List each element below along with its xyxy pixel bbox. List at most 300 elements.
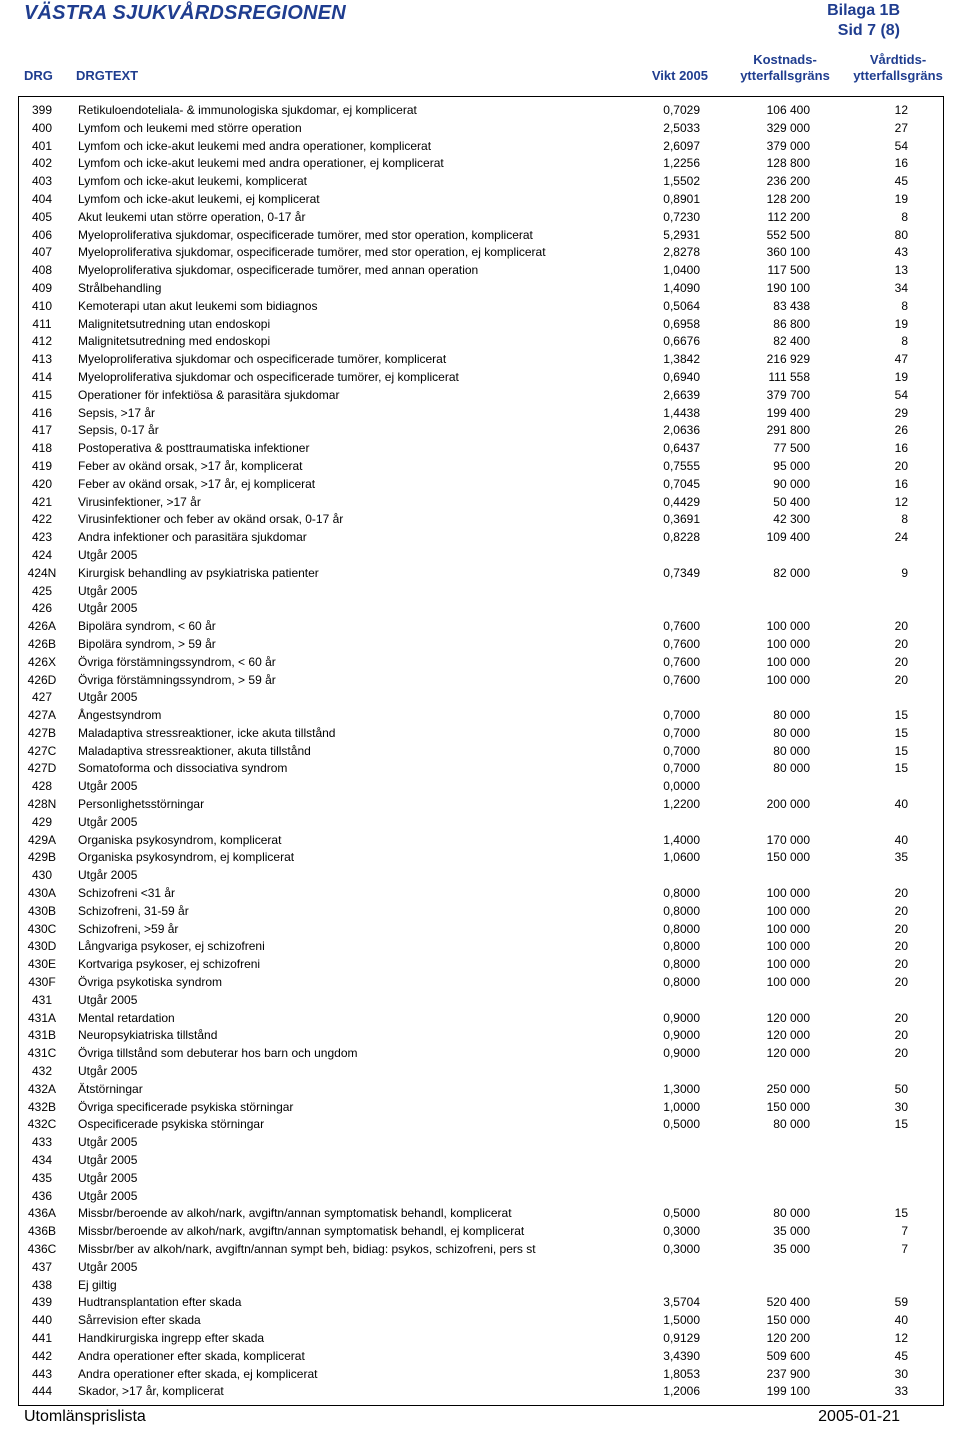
- weight-cell: 0,3000: [663, 1224, 700, 1239]
- stay-outlier-cell: 34: [894, 280, 908, 295]
- table-row: [0, 618, 960, 636]
- stay-outlier-cell: 20: [894, 921, 908, 936]
- weight-cell: 0,7349: [663, 565, 700, 580]
- table-row: [0, 440, 960, 458]
- weight-cell: 1,8053: [663, 1366, 700, 1381]
- weight-cell: 0,7230: [663, 209, 700, 224]
- stay-outlier-cell: 20: [894, 1028, 908, 1043]
- weight-cell: 0,7029: [663, 103, 700, 117]
- table-row: [0, 333, 960, 351]
- weight-cell: 0,8000: [663, 886, 700, 901]
- table-row: [0, 1099, 960, 1117]
- table-row: [0, 814, 960, 832]
- stay-outlier-cell: 13: [894, 263, 908, 278]
- table-row: [0, 1223, 960, 1241]
- drg-code-cell: 401: [31, 138, 53, 153]
- cost-outlier-cell: 100 000: [766, 672, 810, 687]
- weight-cell: 0,9000: [663, 1028, 700, 1043]
- table-row: [0, 316, 960, 334]
- table-row: [0, 209, 960, 227]
- drg-text-cell: Utgår 2005: [78, 1064, 138, 1079]
- weight-cell: 2,5033: [663, 120, 700, 135]
- drg-code-cell: 417: [31, 423, 53, 438]
- cost-outlier-cell: 35 000: [773, 1224, 810, 1239]
- weight-cell: 0,8000: [663, 975, 700, 990]
- stay-outlier-cell: 20: [894, 1010, 908, 1025]
- table-row: [0, 511, 960, 529]
- cost-outlier-cell: 35 000: [773, 1242, 810, 1256]
- weight-cell: 1,4438: [663, 405, 700, 420]
- cost-outlier-cell: 100 000: [766, 975, 810, 990]
- drg-text-cell: Handkirurgiska ingrepp efter skada: [78, 1330, 265, 1345]
- drg-code-cell: 439: [31, 1295, 53, 1310]
- weight-cell: 0,7600: [663, 672, 700, 687]
- cost-outlier-cell: 42 300: [773, 512, 810, 527]
- drg-code-cell: 405: [31, 209, 53, 224]
- drg-text-cell: Övriga specificerade psykiska störningar: [78, 1099, 294, 1114]
- cost-outlier-cell: 128 800: [766, 156, 810, 171]
- drg-text-cell: Virusinfektioner, >17 år: [78, 494, 201, 509]
- drg-code-cell: 432: [31, 1064, 53, 1079]
- weight-cell: 1,2006: [663, 1384, 700, 1399]
- cost-outlier-cell: 120 000: [766, 1046, 810, 1061]
- table-row: [0, 1063, 960, 1081]
- weight-cell: 0,6437: [663, 441, 700, 456]
- drg-code-cell: 427: [31, 690, 53, 705]
- table-row: [0, 796, 960, 814]
- drg-table: [0, 102, 960, 1401]
- cost-outlier-cell: 80 000: [773, 1206, 810, 1221]
- weight-cell: 2,6639: [663, 387, 700, 402]
- drg-code-cell: 441: [31, 1330, 53, 1345]
- drg-code-cell: 431A: [27, 1010, 57, 1025]
- table-row: [0, 405, 960, 423]
- cost-outlier-cell: 109 400: [766, 530, 810, 545]
- table-row: [0, 1294, 960, 1312]
- drg-text-cell: Sårrevision efter skada: [78, 1313, 201, 1328]
- drg-text-cell: Andra operationer efter skada, ej komplicerat: [78, 1366, 318, 1381]
- drg-code-cell: 431C: [27, 1046, 57, 1061]
- table-row: [0, 1134, 960, 1152]
- drg-text-cell: Utgår 2005: [78, 814, 138, 829]
- drg-text-cell: Utgår 2005: [78, 1259, 138, 1274]
- stay-outlier-cell: 19: [894, 316, 908, 331]
- table-row: [0, 636, 960, 654]
- drg-text-cell: Andra infektioner och parasitära sjukdomar: [78, 530, 307, 545]
- drg-text-cell: Malignitetsutredning utan endoskopi: [78, 316, 271, 331]
- drg-text-cell: Myeloproliferativa sjukdomar, ospecificerade tumörer, med stor operation, komplicerat: [78, 227, 533, 242]
- table-row: [0, 992, 960, 1010]
- column-header-drg: DRG: [24, 68, 53, 83]
- drg-code-cell: 440: [31, 1313, 53, 1328]
- stay-outlier-cell: 19: [894, 369, 908, 384]
- table-row: [0, 458, 960, 476]
- cost-outlier-cell: 236 200: [766, 174, 810, 189]
- cost-outlier-cell: 128 200: [766, 191, 810, 206]
- cost-outlier-cell: 199 100: [766, 1384, 810, 1399]
- table-row: [0, 1277, 960, 1295]
- table-row: [0, 672, 960, 690]
- drg-code-cell: 427A: [27, 708, 57, 723]
- weight-cell: 0,8901: [663, 191, 700, 206]
- drg-text-cell: Lymfom och icke-akut leukemi med andra operationer, ej komplicerat: [78, 156, 444, 171]
- table-row: [0, 707, 960, 725]
- stay-outlier-cell: 20: [894, 939, 908, 954]
- cost-outlier-cell: 117 500: [767, 263, 810, 278]
- weight-cell: 1,5502: [663, 174, 700, 189]
- drg-text-cell: Utgår 2005: [78, 779, 138, 794]
- drg-code-cell: 402: [31, 156, 53, 171]
- drg-text-cell: Utgår 2005: [78, 1135, 138, 1150]
- table-row: [0, 1081, 960, 1099]
- cost-outlier-cell: 190 100: [766, 280, 810, 295]
- cost-outlier-cell: 379 700: [766, 387, 810, 402]
- drg-code-cell: 426A: [27, 619, 57, 634]
- drg-code-cell: 420: [31, 476, 53, 491]
- cost-outlier-cell: 83 438: [773, 298, 810, 313]
- table-row: [0, 102, 960, 120]
- table-row: [0, 921, 960, 939]
- table-row: [0, 689, 960, 707]
- cost-outlier-cell: 237 900: [766, 1366, 810, 1381]
- weight-cell: 1,0600: [663, 850, 700, 865]
- cost-outlier-cell: 199 400: [766, 405, 810, 420]
- table-row: [0, 938, 960, 956]
- drg-code-cell: 411: [32, 316, 52, 331]
- cost-outlier-cell: 100 000: [766, 619, 810, 634]
- drg-text-cell: Neuropsykiatriska tillstånd: [78, 1028, 218, 1043]
- table-row: [0, 565, 960, 583]
- cost-outlier-cell: 50 400: [773, 494, 810, 509]
- drg-code-cell: 416: [31, 405, 53, 420]
- cost-outlier-cell: 95 000: [773, 458, 810, 473]
- drg-text-cell: Utgår 2005: [78, 1153, 138, 1168]
- cost-outlier-cell: 250 000: [766, 1081, 810, 1096]
- drg-code-cell: 426B: [27, 636, 57, 651]
- table-row: [0, 227, 960, 245]
- weight-cell: 1,2256: [663, 156, 700, 171]
- drg-code-cell: 436B: [27, 1224, 57, 1239]
- weight-cell: 0,7000: [663, 725, 700, 740]
- table-row: [0, 494, 960, 512]
- drg-text-cell: Myeloproliferativa sjukdomar, ospecificerade tumörer, med annan operation: [78, 263, 479, 278]
- drg-text-cell: Ospecificerade psykiska störningar: [78, 1117, 265, 1132]
- stay-outlier-cell: 45: [894, 1348, 908, 1363]
- drg-code-cell: 427C: [27, 743, 57, 758]
- drg-text-cell: Lymfom och icke-akut leukemi, ej komplicerat: [78, 191, 320, 206]
- drg-text-cell: Skador, >17 år, komplicerat: [78, 1384, 224, 1399]
- drg-text-cell: Missbr/beroende av alkoh/nark, avgiftn/annan symptomatisk behandl, komplicerat: [78, 1206, 512, 1221]
- drg-text-cell: Operationer för infektiösa & parasitära sjukdomar: [78, 387, 340, 402]
- weight-cell: 0,7000: [663, 761, 700, 776]
- stay-outlier-cell: 12: [894, 103, 908, 117]
- drg-text-cell: Organiska psykosyndrom, ej komplicerat: [78, 850, 295, 865]
- weight-cell: 0,4429: [663, 494, 700, 509]
- table-row: [0, 120, 960, 138]
- drg-code-cell: 435: [31, 1170, 53, 1185]
- weight-cell: 1,5000: [663, 1313, 700, 1328]
- cost-outlier-cell: 77 500: [773, 441, 810, 456]
- drg-text-cell: Maladaptiva stressreaktioner, icke akuta tillstånd: [78, 725, 336, 740]
- drg-code-cell: 418: [31, 441, 53, 456]
- drg-text-cell: Schizofreni <31 år: [78, 886, 176, 901]
- footer-date: 2005-01-21: [818, 1408, 900, 1425]
- stay-outlier-cell: 12: [894, 1330, 908, 1345]
- weight-cell: 1,4090: [663, 280, 700, 295]
- table-row: [0, 832, 960, 850]
- drg-text-cell: Utgår 2005: [78, 1188, 138, 1203]
- drg-text-cell: Utgår 2005: [78, 547, 138, 562]
- drg-code-cell: 443: [31, 1366, 53, 1381]
- drg-code-cell: 444: [31, 1384, 53, 1399]
- cost-outlier-cell: 200 000: [766, 797, 810, 812]
- weight-cell: 0,6958: [663, 316, 700, 331]
- drg-text-cell: Ätstörningar: [78, 1081, 143, 1096]
- stay-outlier-cell: 15: [894, 761, 908, 776]
- stay-outlier-cell: 45: [894, 174, 908, 189]
- drg-text-cell: Lymfom och leukemi med större operation: [78, 120, 302, 135]
- drg-code-cell: 432C: [27, 1117, 57, 1132]
- table-row: [0, 1241, 960, 1259]
- drg-code-cell: 442: [31, 1348, 53, 1363]
- cost-outlier-cell: 100 000: [766, 903, 810, 918]
- stay-outlier-cell: 7: [901, 1242, 908, 1256]
- stay-outlier-cell: 26: [894, 423, 908, 438]
- stay-outlier-cell: 54: [894, 138, 908, 153]
- table-row: [0, 778, 960, 796]
- weight-cell: 2,6097: [663, 138, 700, 153]
- table-row: [0, 547, 960, 565]
- cost-outlier-cell: 360 100: [766, 245, 810, 260]
- drg-code-cell: 429B: [27, 850, 57, 865]
- drg-code-cell: 426X: [27, 654, 57, 669]
- weight-cell: 0,5000: [663, 1117, 700, 1132]
- cost-outlier-cell: 112 200: [767, 209, 810, 224]
- cost-outlier-cell: 82 000: [773, 565, 810, 580]
- stay-outlier-cell: 8: [901, 512, 908, 527]
- table-row: [0, 173, 960, 191]
- drg-code-cell: 430E: [27, 957, 57, 972]
- drg-text-cell: Strålbehandling: [78, 280, 162, 295]
- drg-text-cell: Feber av okänd orsak, >17 år, komplicerat: [78, 458, 303, 473]
- drg-text-cell: Personlighetsstörningar: [78, 797, 205, 812]
- column-header-stay-outlier: Vårdtids- ytterfallsgräns: [853, 52, 943, 83]
- drg-code-cell: 399: [31, 103, 53, 117]
- cost-outlier-cell: 150 000: [766, 1099, 810, 1114]
- cost-outlier-cell: 106 400: [766, 103, 810, 117]
- drg-code-cell: 430B: [27, 903, 57, 918]
- drg-code-cell: 427D: [27, 761, 57, 776]
- weight-cell: 0,7600: [663, 654, 700, 669]
- drg-code-cell: 431B: [27, 1028, 57, 1043]
- stay-outlier-cell: 12: [894, 494, 908, 509]
- drg-text-cell: Schizofreni, >59 år: [78, 921, 179, 936]
- drg-code-cell: 414: [31, 369, 53, 384]
- footer-price-list-label: Utomlänsprislista: [24, 1408, 146, 1425]
- weight-cell: 0,9000: [663, 1010, 700, 1025]
- drg-code-cell: 408: [31, 263, 53, 278]
- table-row: [0, 1188, 960, 1206]
- drg-text-cell: Övriga psykotiska syndrom: [78, 975, 223, 990]
- cost-outlier-cell: 120 000: [766, 1010, 810, 1025]
- stay-outlier-cell: 9: [901, 565, 908, 580]
- drg-code-cell: 409: [31, 280, 53, 295]
- stay-outlier-cell: 20: [894, 672, 908, 687]
- drg-text-cell: Utgår 2005: [78, 601, 138, 616]
- weight-cell: 2,0636: [663, 423, 700, 438]
- stay-outlier-cell: 50: [894, 1081, 908, 1096]
- table-row: [0, 974, 960, 992]
- weight-cell: 0,0000: [663, 779, 700, 794]
- stay-outlier-cell: 16: [894, 156, 908, 171]
- weight-cell: 0,9129: [663, 1330, 700, 1345]
- drg-text-cell: Retikuloendoteliala- & immunologiska sjukdomar, ej komplicerat: [78, 103, 417, 117]
- drg-code-cell: 432A: [27, 1081, 57, 1096]
- weight-cell: 0,7555: [663, 458, 700, 473]
- cost-outlier-cell: 379 000: [766, 138, 810, 153]
- drg-text-cell: Övriga förstämningssyndrom, < 60 år: [78, 654, 276, 669]
- stay-outlier-cell: 27: [894, 120, 908, 135]
- table-row: [0, 849, 960, 867]
- cost-outlier-cell: 80 000: [773, 761, 810, 776]
- weight-cell: 0,5000: [663, 1206, 700, 1221]
- stay-outlier-cell: 40: [894, 832, 908, 847]
- stay-outlier-cell: 8: [901, 298, 908, 313]
- cost-outlier-cell: 100 000: [766, 921, 810, 936]
- stay-outlier-cell: 15: [894, 1206, 908, 1221]
- drg-text-cell: Somatoforma och dissociativa syndrom: [78, 761, 288, 776]
- drg-text-cell: Missbr/beroende av alkoh/nark, avgiftn/annan symptomatisk behandl, ej komplicerat: [78, 1224, 525, 1239]
- stay-outlier-cell: 20: [894, 619, 908, 634]
- weight-cell: 0,3000: [663, 1242, 700, 1256]
- weight-cell: 0,6676: [663, 334, 700, 349]
- table-row: [0, 476, 960, 494]
- table-row: [0, 1348, 960, 1366]
- weight-cell: 1,4000: [663, 832, 700, 847]
- column-header-drgtext: DRGTEXT: [76, 68, 139, 83]
- drg-code-cell: 428N: [27, 797, 57, 812]
- stay-outlier-cell: 20: [894, 957, 908, 972]
- drg-text-cell: Schizofreni, 31-59 år: [78, 903, 189, 918]
- cost-outlier-cell: 80 000: [773, 743, 810, 758]
- stay-outlier-cell: 43: [894, 245, 908, 260]
- stay-outlier-cell: 54: [894, 387, 908, 402]
- stay-outlier-cell: 30: [894, 1366, 908, 1381]
- page-number: Sid 7 (8): [837, 22, 900, 39]
- cost-outlier-cell: 150 000: [766, 1313, 810, 1328]
- table-row: [0, 1045, 960, 1063]
- drg-text-cell: Maladaptiva stressreaktioner, akuta tillstånd: [78, 743, 311, 758]
- drg-text-cell: Utgår 2005: [78, 690, 138, 705]
- stay-outlier-cell: 80: [894, 227, 908, 242]
- drg-text-cell: Kemoterapi utan akut leukemi som bidiagnos: [78, 298, 318, 313]
- stay-outlier-cell: 15: [894, 708, 908, 723]
- table-row: [0, 369, 960, 387]
- weight-cell: 0,7045: [663, 476, 700, 491]
- table-row: [0, 1383, 960, 1401]
- weight-cell: 2,8278: [663, 245, 700, 260]
- drg-code-cell: 410: [31, 298, 53, 313]
- stay-outlier-cell: 35: [894, 850, 908, 865]
- stay-outlier-cell: 30: [894, 1099, 908, 1114]
- table-row: [0, 885, 960, 903]
- drg-code-cell: 406: [31, 227, 53, 242]
- table-row: [0, 262, 960, 280]
- table-row: [0, 600, 960, 618]
- drg-code-cell: 404: [31, 191, 53, 206]
- weight-cell: 0,7600: [663, 636, 700, 651]
- weight-cell: 0,8228: [663, 530, 700, 545]
- drg-code-cell: 434: [31, 1153, 53, 1168]
- cost-outlier-cell: 291 800: [766, 423, 810, 438]
- drg-code-cell: 426: [31, 601, 53, 616]
- cost-outlier-cell: 100 000: [766, 636, 810, 651]
- cost-outlier-cell: 520 400: [766, 1295, 810, 1310]
- cost-outlier-cell: 80 000: [773, 1117, 810, 1132]
- stay-outlier-cell: 40: [894, 1313, 908, 1328]
- drg-code-cell: 438: [31, 1277, 53, 1292]
- cost-outlier-cell: 90 000: [773, 476, 810, 491]
- cost-outlier-cell: 80 000: [773, 708, 810, 723]
- table-row: [0, 1330, 960, 1348]
- table-row: [0, 956, 960, 974]
- drg-code-cell: 436A: [27, 1206, 57, 1221]
- weight-cell: 0,8000: [663, 939, 700, 954]
- drg-code-cell: 424: [31, 547, 53, 562]
- drg-text-cell: Kirurgisk behandling av psykiatriska patienter: [78, 565, 319, 580]
- drg-text-cell: Ångestsyndrom: [78, 708, 162, 723]
- drg-code-cell: 430F: [28, 975, 56, 990]
- table-row: [0, 725, 960, 743]
- drg-text-cell: Organiska psykosyndrom, komplicerat: [78, 832, 282, 847]
- drg-code-cell: 427B: [27, 725, 57, 740]
- stay-outlier-cell: 15: [894, 743, 908, 758]
- table-row: [0, 387, 960, 405]
- stay-outlier-cell: 20: [894, 654, 908, 669]
- drg-text-cell: Feber av okänd orsak, >17 år, ej komplicerat: [78, 476, 316, 491]
- stay-outlier-cell: 7: [901, 1224, 908, 1239]
- stay-outlier-cell: 20: [894, 1046, 908, 1061]
- drg-code-cell: 413: [31, 352, 53, 367]
- table-row: [0, 743, 960, 761]
- table-row: [0, 1259, 960, 1277]
- table-row: [0, 280, 960, 298]
- table-row: [0, 1205, 960, 1223]
- stay-outlier-cell: 15: [894, 1117, 908, 1132]
- drg-code-cell: 419: [31, 458, 53, 473]
- drg-code-cell: 403: [31, 174, 53, 189]
- table-row: [0, 867, 960, 885]
- stay-outlier-cell: 19: [894, 191, 908, 206]
- drg-code-cell: 421: [31, 494, 53, 509]
- drg-text-cell: Bipolära syndrom, > 59 år: [78, 636, 216, 651]
- table-row: [0, 760, 960, 778]
- cost-outlier-cell: 80 000: [773, 725, 810, 740]
- column-header-weight: Vikt 2005: [651, 68, 708, 83]
- drg-code-cell: 432B: [27, 1099, 57, 1114]
- weight-cell: 0,7000: [663, 743, 700, 758]
- organization-title: VÄSTRA SJUKVÅRDSREGIONEN: [24, 2, 346, 24]
- drg-code-cell: 422: [31, 512, 53, 527]
- table-row: [0, 1010, 960, 1028]
- stay-outlier-cell: 24: [894, 530, 908, 545]
- drg-text-cell: Virusinfektioner och feber av okänd orsak, 0-17 år: [78, 512, 344, 527]
- weight-cell: 3,5704: [663, 1295, 700, 1310]
- drg-text-cell: Lymfom och icke-akut leukemi, komplicerat: [78, 174, 307, 189]
- drg-code-cell: 412: [31, 334, 53, 349]
- cost-outlier-cell: 100 000: [766, 654, 810, 669]
- drg-code-cell: 425: [31, 583, 53, 598]
